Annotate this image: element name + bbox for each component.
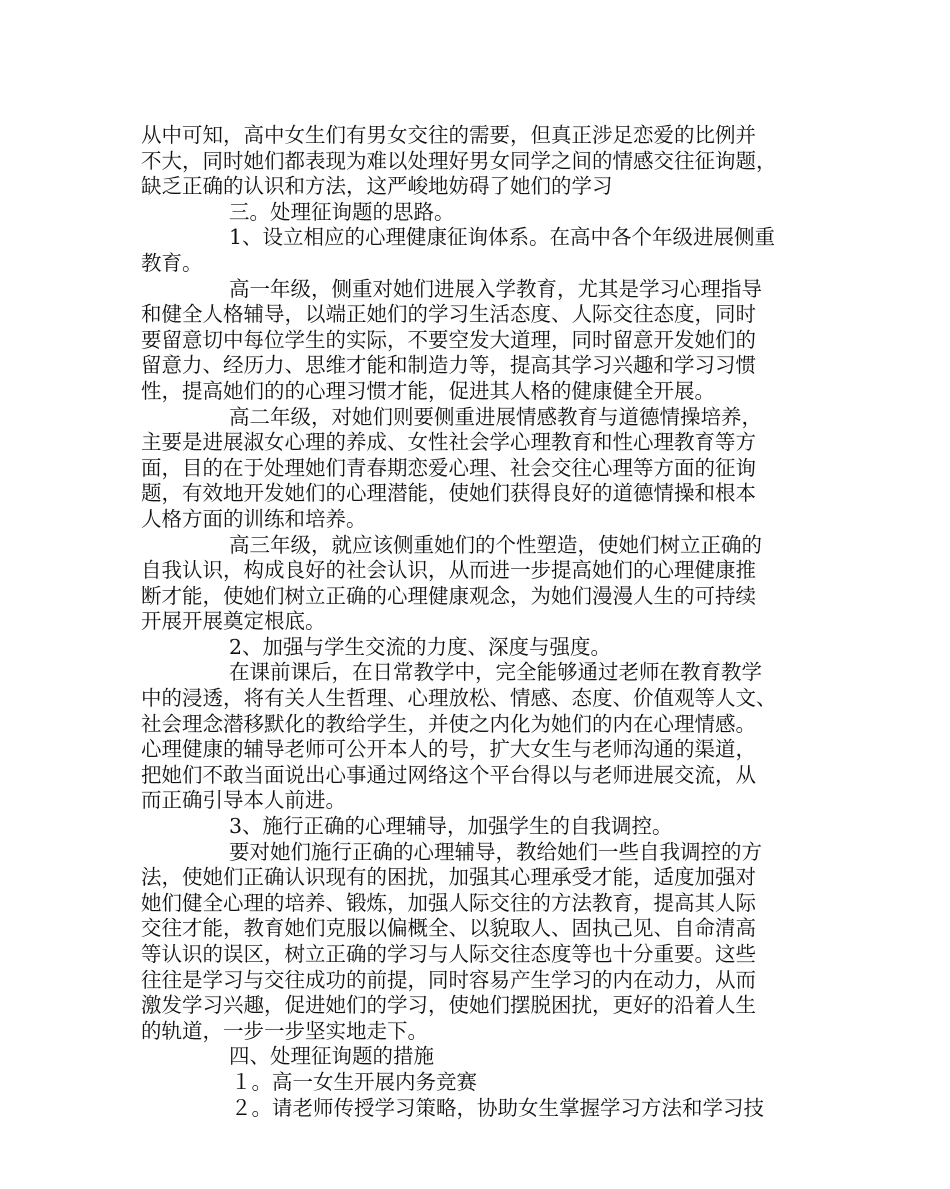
paragraph-start: 高二年级，对她们则要侧重进展情感教育与道德情操培养，: [229, 404, 762, 429]
paragraph-start: 高一年级，侧重对她们进展入学教育，尤其是学习心理指导: [229, 276, 762, 301]
section-heading: 三。处理征询题的思路。: [229, 199, 455, 224]
paragraph-start: 要对她们施行正确的心理辅导，教给她们一些自我调控的方: [229, 839, 762, 864]
body-line: 主要是进展淑女心理的养成、女性社会学心理教育和性心理教育等方: [141, 430, 756, 455]
body-line: 把她们不敢当面说出心事通过网络这个平台得以与老师进展交流，从: [141, 762, 756, 787]
document-body: [141, 123, 813, 1121]
list-item: ２。请老师传授学习策略，协助女生掌握学习方法和学习技: [231, 1095, 764, 1120]
body-line: 缺乏正确的认识和方法，这严峻地妨碍了她们的学习: [141, 174, 613, 199]
body-line: 她们健全心理的培养、锻炼，加强人际交往的方法教育，提高其人际: [141, 890, 756, 915]
paragraph-start: 高三年级，就应该侧重她们的个性塑造，使她们树立正确的: [229, 532, 762, 557]
body-line: 教育。: [141, 250, 203, 275]
list-item: １。高一女生开展内务竞赛: [231, 1069, 477, 1094]
body-line: 断才能，使她们树立正确的心理健康观念，为她们漫漫人生的可持续: [141, 583, 756, 608]
body-line: 而正确引导本人前进。: [141, 788, 346, 813]
body-line: 性，提高她们的的心理习惯才能，促进其人格的健康健全开展。: [141, 378, 715, 403]
body-line: 心理健康的辅导老师可公开本人的号，扩大女生与老师沟通的渠道，: [141, 737, 756, 762]
body-line: 社会理念潜移默化的教给学生，并使之内化为她们的内在心理情感。: [141, 711, 756, 736]
paragraph-start: 在课前课后，在日常教学中，完全能够通过老师在教育教学: [229, 660, 762, 685]
body-line: 不大，同时她们都表现为难以处理好男女同学之间的情感交往征询题，: [141, 148, 777, 173]
body-line: 和健全人格辅导，以端正她们的学习生活态度、人际交往态度，同时: [141, 302, 756, 327]
body-line: 面，目的在于处理她们青春期恋爱心理、社会交往心理等方面的征询: [141, 455, 756, 480]
body-line: 自我认识，构成良好的社会认识，从而进一步提高她们的心理健康推: [141, 558, 756, 583]
body-line: 人格方面的训练和培养。: [141, 506, 367, 531]
section-heading: 四、处理征询题的措施: [229, 1044, 434, 1069]
body-line: 的轨道，一步一步坚实地走下。: [141, 1018, 428, 1043]
body-line: 中的浸透，将有关人生哲理、心理放松、情感、态度、价值观等人文、: [141, 686, 777, 711]
body-line: 等认识的误区，树立正确的学习与人际交往态度等也十分重要。这些: [141, 942, 756, 966]
body-line: 留意力、经历力、思维才能和制造力等，提高其学习兴趣和学习习惯: [141, 353, 756, 378]
body-line: 法，使她们正确认识现有的困扰，加强其心理承受才能，适度加强对: [141, 865, 756, 890]
body-line: 激发学习兴趣，促进她们的学习，使她们摆脱困扰，更好的沿着人生: [141, 993, 756, 1018]
body-line: 要留意切中每位学生的实际，不要空发大道理，同时留意开发她们的: [141, 327, 756, 352]
subsection-heading: 2、加强与学生交流的力度、深度与强度。: [229, 634, 612, 659]
subsection-heading: 1、设立相应的心理健康征询体系。在高中各个年级进展侧重: [229, 225, 776, 250]
body-line: 往往是学习与交往成功的前提，同时容易产生学习的内在动力，从而: [141, 967, 756, 992]
body-line: 交往才能，教育她们克服以偏概全、以貌取人、固执己见、自命清高: [141, 916, 756, 941]
body-line: 题，有效地开发她们的心理潜能，使她们获得良好的道德情操和根本: [141, 481, 756, 506]
body-line: 从中可知，高中女生们有男女交往的需要，但真正涉足恋爱的比例并: [141, 123, 756, 147]
subsection-heading: 3、施行正确的心理辅导，加强学生的自我调控。: [229, 814, 673, 839]
body-line: 开展开展奠定根底。: [141, 609, 326, 634]
